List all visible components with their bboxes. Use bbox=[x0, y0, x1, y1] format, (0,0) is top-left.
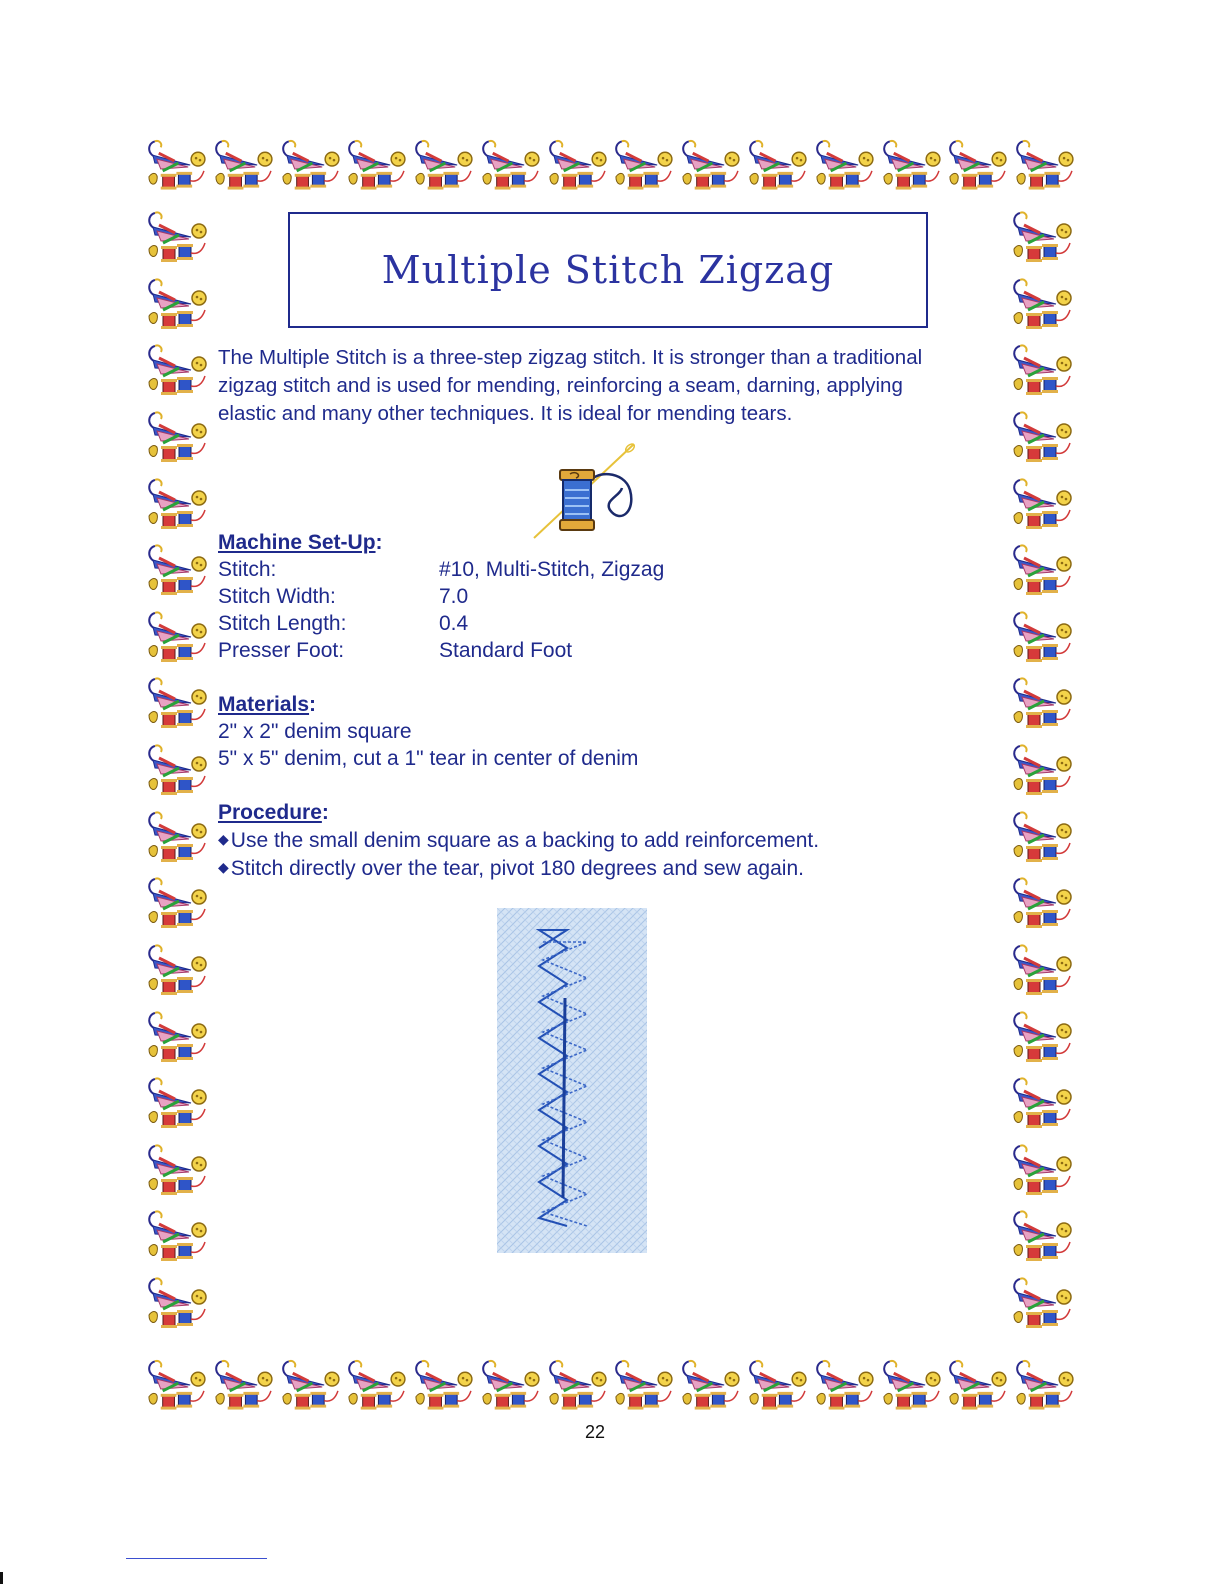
scissors-spool-icon bbox=[145, 405, 213, 469]
left-border bbox=[143, 205, 215, 1335]
scissors-spool-icon bbox=[145, 272, 213, 336]
scissors-spool-icon bbox=[145, 133, 212, 197]
diamond-bullet-icon: ◆ bbox=[218, 859, 229, 875]
scissors-spool-icon bbox=[145, 538, 213, 602]
list-item: 5" x 5" denim, cut a 1" tear in center of denim bbox=[218, 747, 639, 770]
scissors-spool-icon bbox=[145, 805, 213, 869]
scissors-spool-icon bbox=[212, 1353, 279, 1417]
scissors-spool-icon bbox=[1010, 205, 1078, 269]
scissors-spool-icon bbox=[145, 671, 213, 735]
scissors-spool-icon bbox=[479, 1353, 546, 1417]
scissors-spool-icon bbox=[145, 1138, 213, 1202]
setup-row bbox=[218, 610, 664, 637]
diamond-bullet-icon: ◆ bbox=[218, 831, 229, 847]
scissors-spool-icon bbox=[1013, 1353, 1080, 1417]
scissors-spool-icon bbox=[1010, 805, 1078, 869]
setup-row bbox=[218, 583, 664, 610]
bottom-rule bbox=[126, 1558, 267, 1559]
setup-value: Standard Foot bbox=[439, 639, 573, 662]
scissors-spool-icon bbox=[1010, 338, 1078, 402]
machine-setup-heading bbox=[218, 531, 383, 555]
materials-heading bbox=[218, 693, 316, 717]
scissors-spool-icon bbox=[145, 205, 213, 269]
scissors-spool-icon bbox=[612, 1353, 679, 1417]
heading-colon: : bbox=[321, 801, 329, 824]
setup-row bbox=[218, 637, 664, 664]
scissors-spool-icon bbox=[412, 133, 479, 197]
scissors-spool-icon bbox=[1010, 938, 1078, 1002]
scissors-spool-icon bbox=[1010, 1005, 1078, 1069]
scissors-spool-icon bbox=[612, 133, 679, 197]
scissors-spool-icon bbox=[1010, 472, 1078, 536]
scissors-spool-icon bbox=[145, 938, 213, 1002]
procedure-list bbox=[218, 826, 819, 882]
scissors-spool-icon bbox=[813, 1353, 880, 1417]
setup-label: Stitch: bbox=[218, 558, 277, 581]
scissors-spool-icon bbox=[345, 1353, 412, 1417]
scissors-spool-icon bbox=[1010, 871, 1078, 935]
scissors-spool-icon bbox=[1010, 405, 1078, 469]
list-item bbox=[218, 854, 819, 882]
list-item bbox=[218, 826, 819, 854]
scissors-spool-icon bbox=[813, 133, 880, 197]
scissors-spool-icon bbox=[1010, 1071, 1078, 1135]
scissors-spool-icon bbox=[145, 1353, 212, 1417]
scissors-spool-icon bbox=[1010, 272, 1078, 336]
scissors-spool-icon bbox=[345, 133, 412, 197]
scissors-spool-icon bbox=[546, 133, 613, 197]
scissors-spool-icon bbox=[1013, 133, 1080, 197]
procedure-step: Stitch directly over the tear, pivot 180 degrees and sew again. bbox=[230, 857, 804, 880]
scissors-spool-icon bbox=[1010, 671, 1078, 735]
scissors-spool-icon bbox=[145, 871, 213, 935]
scissors-spool-icon bbox=[145, 1071, 213, 1135]
setup-value: 7.0 bbox=[439, 585, 469, 608]
heading-colon: : bbox=[309, 693, 317, 716]
heading-colon: : bbox=[375, 531, 383, 554]
scissors-spool-icon bbox=[880, 133, 947, 197]
scissors-spool-icon bbox=[880, 1353, 947, 1417]
scissors-spool-icon bbox=[279, 133, 346, 197]
page-number: 22 bbox=[584, 1422, 606, 1442]
scissors-spool-icon bbox=[679, 133, 746, 197]
scissors-spool-icon bbox=[145, 1204, 213, 1268]
scissors-spool-icon bbox=[946, 133, 1013, 197]
scissors-spool-icon bbox=[145, 605, 213, 669]
materials-list bbox=[218, 718, 638, 772]
setup-label: Presser Foot: bbox=[218, 639, 345, 662]
right-border bbox=[1008, 205, 1080, 1335]
scissors-spool-icon bbox=[479, 133, 546, 197]
scissors-spool-icon bbox=[1010, 738, 1078, 802]
denim-stitch-sample bbox=[497, 908, 647, 1253]
procedure-step: Use the small denim square as a backing to add reinforcement. bbox=[230, 829, 820, 852]
page-title: Multiple Stitch Zigzag bbox=[381, 248, 835, 292]
machine-setup-heading-label: Machine Set-Up bbox=[218, 531, 376, 554]
top-border bbox=[145, 130, 1080, 200]
procedure-heading-label: Procedure bbox=[218, 801, 322, 824]
list-item: 2" x 2" denim square bbox=[218, 720, 412, 743]
title-box bbox=[288, 212, 928, 328]
scissors-spool-icon bbox=[279, 1353, 346, 1417]
scissors-spool-icon bbox=[946, 1353, 1013, 1417]
scissors-spool-icon bbox=[746, 133, 813, 197]
intro-paragraph: The Multiple Stitch is a three-step zigzag stitch. It is stronger than a traditional zigzag stitch and is used for mending, reinforcing a seam, darning, applying elastic and many other techniques. It is ideal for mending tears. bbox=[218, 346, 923, 425]
scissors-spool-icon bbox=[1010, 1138, 1078, 1202]
scissors-spool-icon bbox=[679, 1353, 746, 1417]
scissors-spool-icon bbox=[145, 338, 213, 402]
thread-spool-needle-icon bbox=[530, 440, 650, 540]
setup-label: Stitch Width: bbox=[218, 585, 336, 608]
setup-value: #10, Multi-Stitch, Zigzag bbox=[439, 558, 665, 581]
scissors-spool-icon bbox=[212, 133, 279, 197]
scissors-spool-icon bbox=[1010, 538, 1078, 602]
scan-mark bbox=[0, 1572, 3, 1584]
procedure-heading bbox=[218, 801, 329, 825]
scissors-spool-icon bbox=[1010, 1271, 1078, 1335]
scissors-spool-icon bbox=[145, 472, 213, 536]
bottom-border bbox=[145, 1350, 1080, 1420]
setup-label: Stitch Length: bbox=[218, 612, 347, 635]
scissors-spool-icon bbox=[1010, 1204, 1078, 1268]
scissors-spool-icon bbox=[145, 1005, 213, 1069]
scissors-spool-icon bbox=[145, 1271, 213, 1335]
materials-heading-label: Materials bbox=[218, 693, 310, 716]
setup-row bbox=[218, 556, 664, 583]
scissors-spool-icon bbox=[145, 738, 213, 802]
scissors-spool-icon bbox=[546, 1353, 613, 1417]
scissors-spool-icon bbox=[746, 1353, 813, 1417]
machine-setup-table bbox=[218, 556, 664, 664]
scissors-spool-icon bbox=[412, 1353, 479, 1417]
scissors-spool-icon bbox=[1010, 605, 1078, 669]
setup-value: 0.4 bbox=[439, 612, 469, 635]
